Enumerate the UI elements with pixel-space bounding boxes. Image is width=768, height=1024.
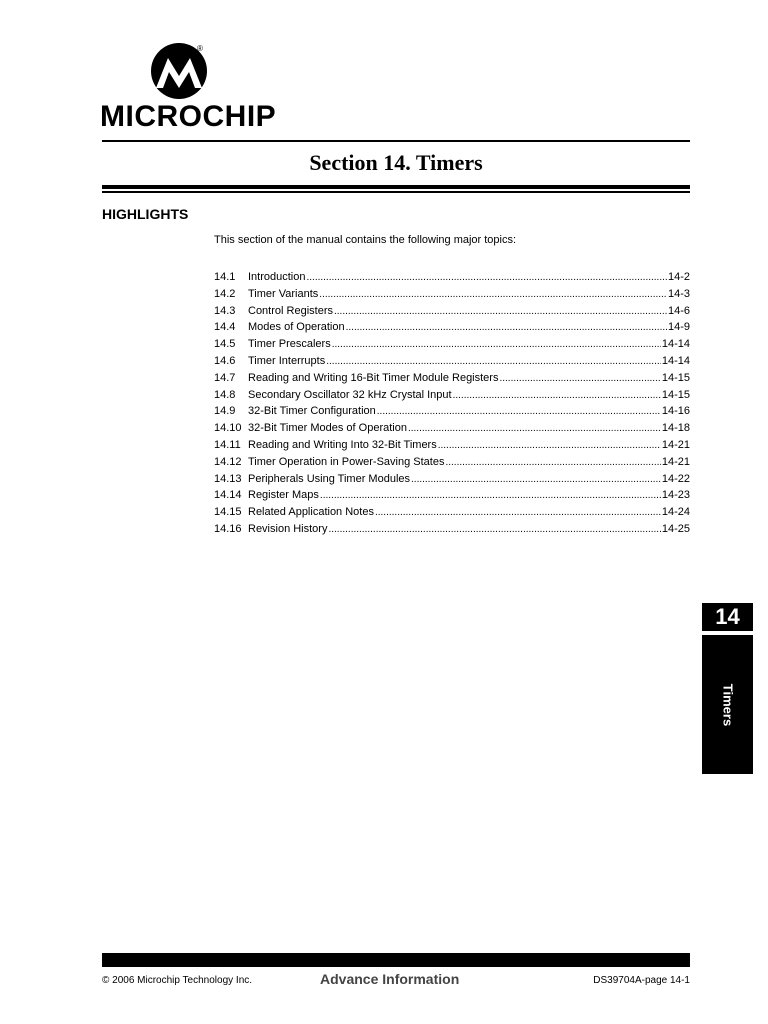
toc-dot-leader xyxy=(319,288,667,300)
toc-dot-leader xyxy=(326,355,661,367)
section-tab-number: 14 xyxy=(702,603,753,631)
toc-entry-page: 14-3 xyxy=(667,287,690,300)
toc-entry-number: 14.4 xyxy=(214,321,236,334)
toc-entry[interactable] xyxy=(214,422,690,439)
toc-entry-title: Peripherals Using Timer Modules xyxy=(248,472,411,485)
footer-advance-info: Advance Information xyxy=(320,971,460,987)
toc-dot-leader xyxy=(334,305,667,317)
toc-entry-title: Secondary Oscillator 32 kHz Crystal Input xyxy=(248,388,452,401)
toc-entry-title: Related Application Notes xyxy=(248,506,374,519)
toc-entry[interactable] xyxy=(214,473,690,490)
toc-entry-title: Reading and Writing Into 32-Bit Timers xyxy=(248,438,437,451)
toc-entry-number: 14.5 xyxy=(214,338,236,351)
toc-entry-number: 14.8 xyxy=(214,388,236,401)
toc-entry-page: 14-16 xyxy=(661,405,690,418)
toc-dot-leader xyxy=(377,405,661,417)
toc-entry-title: Revision History xyxy=(248,522,328,535)
toc-entry-title: Timer Variants xyxy=(248,287,319,300)
toc-dot-leader xyxy=(328,523,660,535)
toc-entry-page: 14-6 xyxy=(667,304,690,317)
toc-dot-leader xyxy=(453,389,661,401)
toc-entry-title: Modes of Operation xyxy=(248,321,345,334)
toc-entry-page: 14-25 xyxy=(661,522,690,535)
toc-entry-page: 14-15 xyxy=(661,388,690,401)
toc-entry[interactable] xyxy=(214,523,690,540)
toc-dot-leader xyxy=(332,338,661,350)
title-rule-thin xyxy=(102,191,690,193)
header-rule xyxy=(102,140,690,142)
toc-dot-leader xyxy=(499,372,660,384)
title-rule-thick xyxy=(102,185,690,189)
toc-entry-number: 14.12 xyxy=(214,455,242,468)
toc-entry-title: Timer Interrupts xyxy=(248,354,326,367)
toc-entry-number: 14.7 xyxy=(214,371,236,384)
toc-dot-leader xyxy=(445,456,660,468)
table-of-contents xyxy=(214,271,690,540)
toc-dot-leader xyxy=(438,439,661,451)
registered-mark: ® xyxy=(197,44,203,53)
section-tab xyxy=(702,635,753,774)
toc-entry-title: Reading and Writing 16-Bit Timer Module Registers xyxy=(248,371,499,384)
footer-page-number: DS39704A-page 14-1 xyxy=(593,975,690,986)
toc-dot-leader xyxy=(320,489,661,501)
toc-entry[interactable] xyxy=(214,389,690,406)
toc-entry[interactable] xyxy=(214,305,690,322)
toc-entry-page: 14-24 xyxy=(661,506,690,519)
toc-entry-number: 14.6 xyxy=(214,354,236,367)
toc-entry-number: 14.16 xyxy=(214,522,242,535)
toc-dot-leader xyxy=(411,473,661,485)
toc-entry[interactable] xyxy=(214,405,690,422)
toc-dot-leader xyxy=(306,271,666,283)
toc-entry-page: 14-9 xyxy=(667,321,690,334)
toc-entry-page: 14-14 xyxy=(661,354,690,367)
toc-entry-page: 14-15 xyxy=(661,371,690,384)
toc-entry-number: 14.14 xyxy=(214,489,242,502)
toc-entry-page: 14-22 xyxy=(661,472,690,485)
toc-entry[interactable] xyxy=(214,355,690,372)
toc-entry[interactable] xyxy=(214,271,690,288)
toc-entry[interactable] xyxy=(214,489,690,506)
toc-entry-page: 14-23 xyxy=(661,489,690,502)
toc-entry-number: 14.9 xyxy=(214,405,236,418)
toc-entry-title: 32-Bit Timer Configuration xyxy=(248,405,376,418)
toc-entry-title: Timer Prescalers xyxy=(248,338,331,351)
toc-entry-title: Control Registers xyxy=(248,304,333,317)
toc-entry[interactable] xyxy=(214,372,690,389)
footer-copyright: © 2006 Microchip Technology Inc. xyxy=(102,975,253,986)
toc-dot-leader xyxy=(346,321,667,333)
toc-entry[interactable] xyxy=(214,321,690,338)
toc-dot-leader xyxy=(375,506,661,518)
toc-entry-number: 14.11 xyxy=(214,438,241,451)
toc-entry-title: Timer Operation in Power-Saving States xyxy=(248,455,445,468)
intro-text: This section of the manual contains the following major topics: xyxy=(214,234,517,246)
toc-entry[interactable] xyxy=(214,338,690,355)
section-title: Section 14. Timers xyxy=(309,150,483,175)
toc-entry-number: 14.10 xyxy=(214,422,242,435)
toc-entry-number: 14.3 xyxy=(214,304,236,317)
logo-wordmark: MICROCHIP xyxy=(100,100,277,133)
toc-entry-page: 14-18 xyxy=(661,422,690,435)
highlights-heading: HIGHLIGHTS xyxy=(102,206,189,222)
toc-entry-title: 32-Bit Timer Modes of Operation xyxy=(248,422,407,435)
toc-entry-page: 14-2 xyxy=(667,271,690,283)
toc-entry-page: 14-14 xyxy=(661,338,690,351)
toc-entry[interactable] xyxy=(214,456,690,473)
toc-entry-title: Register Maps xyxy=(248,489,319,502)
toc-entry-number: 14.2 xyxy=(214,287,236,300)
footer-bar xyxy=(102,953,690,967)
toc-entry[interactable] xyxy=(214,506,690,523)
section-tab-label: Timers xyxy=(720,683,736,727)
toc-entry[interactable] xyxy=(214,439,690,456)
toc-entry-title: Introduction xyxy=(248,271,306,283)
toc-entry-number: 14.1 xyxy=(214,271,236,283)
toc-entry-number: 14.15 xyxy=(214,506,242,519)
toc-dot-leader xyxy=(408,422,661,434)
toc-entry-number: 14.13 xyxy=(214,472,242,485)
toc-entry-page: 14-21 xyxy=(661,455,690,468)
toc-entry-page: 14-21 xyxy=(661,438,690,451)
microchip-logo xyxy=(100,40,277,135)
toc-entry[interactable] xyxy=(214,288,690,305)
